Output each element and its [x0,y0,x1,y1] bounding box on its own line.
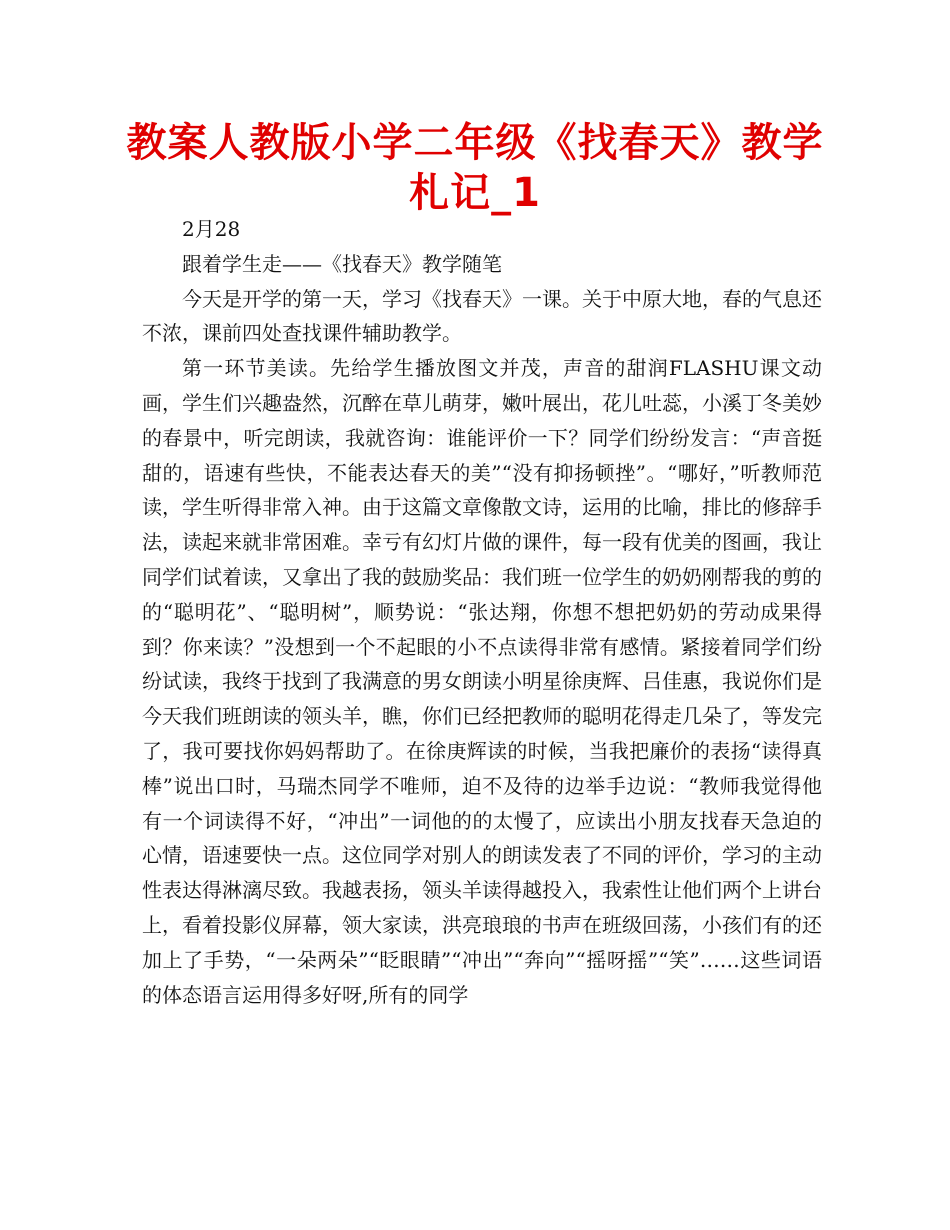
document-title: 教案人教版小学二年级《找春天》教学札记_1 [126,120,824,216]
date-line: 2月28 [182,217,241,241]
body-paragraph: 今天是开学的第一天，学习《找春天》一课。关于中原大地，春的气息还不浓，课前四处查找课件辅助教学。 [142,286,822,346]
body-paragraph: 第一环节美读。先给学生播放图文并茂，声音的甜润FLASHU课文动画，学生们兴趣盎然，沉醉在草儿萌芽，嫩叶展出，花儿吐蕊，小溪丁冬美妙的春景中，听完朗读，我就咨询：谁能评价一下？同学们纷纷发言：“声音挺甜的，语速有些快，不能表达春天的美”“没有抑扬顿挫”。“哪好，”听教师范读，学生听得非常入神。由于这篇文章像散文诗，运用的比喻，排比的修辞手法，读起来就非常困难。幸亏有幻灯片做的课件，每一段有优美的图画，我让同学们试着读，又拿出了我的鼓励奖品：我们班一位学生的奶奶刚帮我的剪的的“聪明花”、“聪明树”，顺势说：“张达翔，你想不想把奶奶的劳动成果得到？你来读？”没想到一个不起眼的小不点读得非常有感情。紧接着同学们纷纷试读，我终于找到了我满意的男女朗读小明星徐庚辉、吕佳惠，我说你们是今天我们班朗读的领头羊，瞧，你们已经把教师的聪明花得走几朵了，等发完了，我可要找你妈妈帮助了。在徐庚辉读的时候，当我把廉价的表扬“读得真棒”说出口时，马瑞杰同学不唯师，迫不及待的边举手边说：“教师我觉得他有一个词读得不好，“冲出”一词他的的太慢了，应读出小朋友找春天急迫的心情，语速要快一点。这位同学对别人的朗读发表了不同的评价，学习的主动性表达得淋漓尽致。我越表扬，领头羊读得越投入，我索性让他们两个上讲台上，看着投影仪屏幕，领大家读，洪亮琅琅的书声在班级回荡，小孩们有的还加上了手势，“一朵两朵”“眨眼睛”“冲出”“奔向”“摇呀摇”“笑”……这些词语的体态语言运用得多好呀,所有的同学 [142,356,822,1007]
document-body [142,212,822,1012]
subtitle-line: 跟着学生走——《找春天》教学随笔 [182,251,502,276]
